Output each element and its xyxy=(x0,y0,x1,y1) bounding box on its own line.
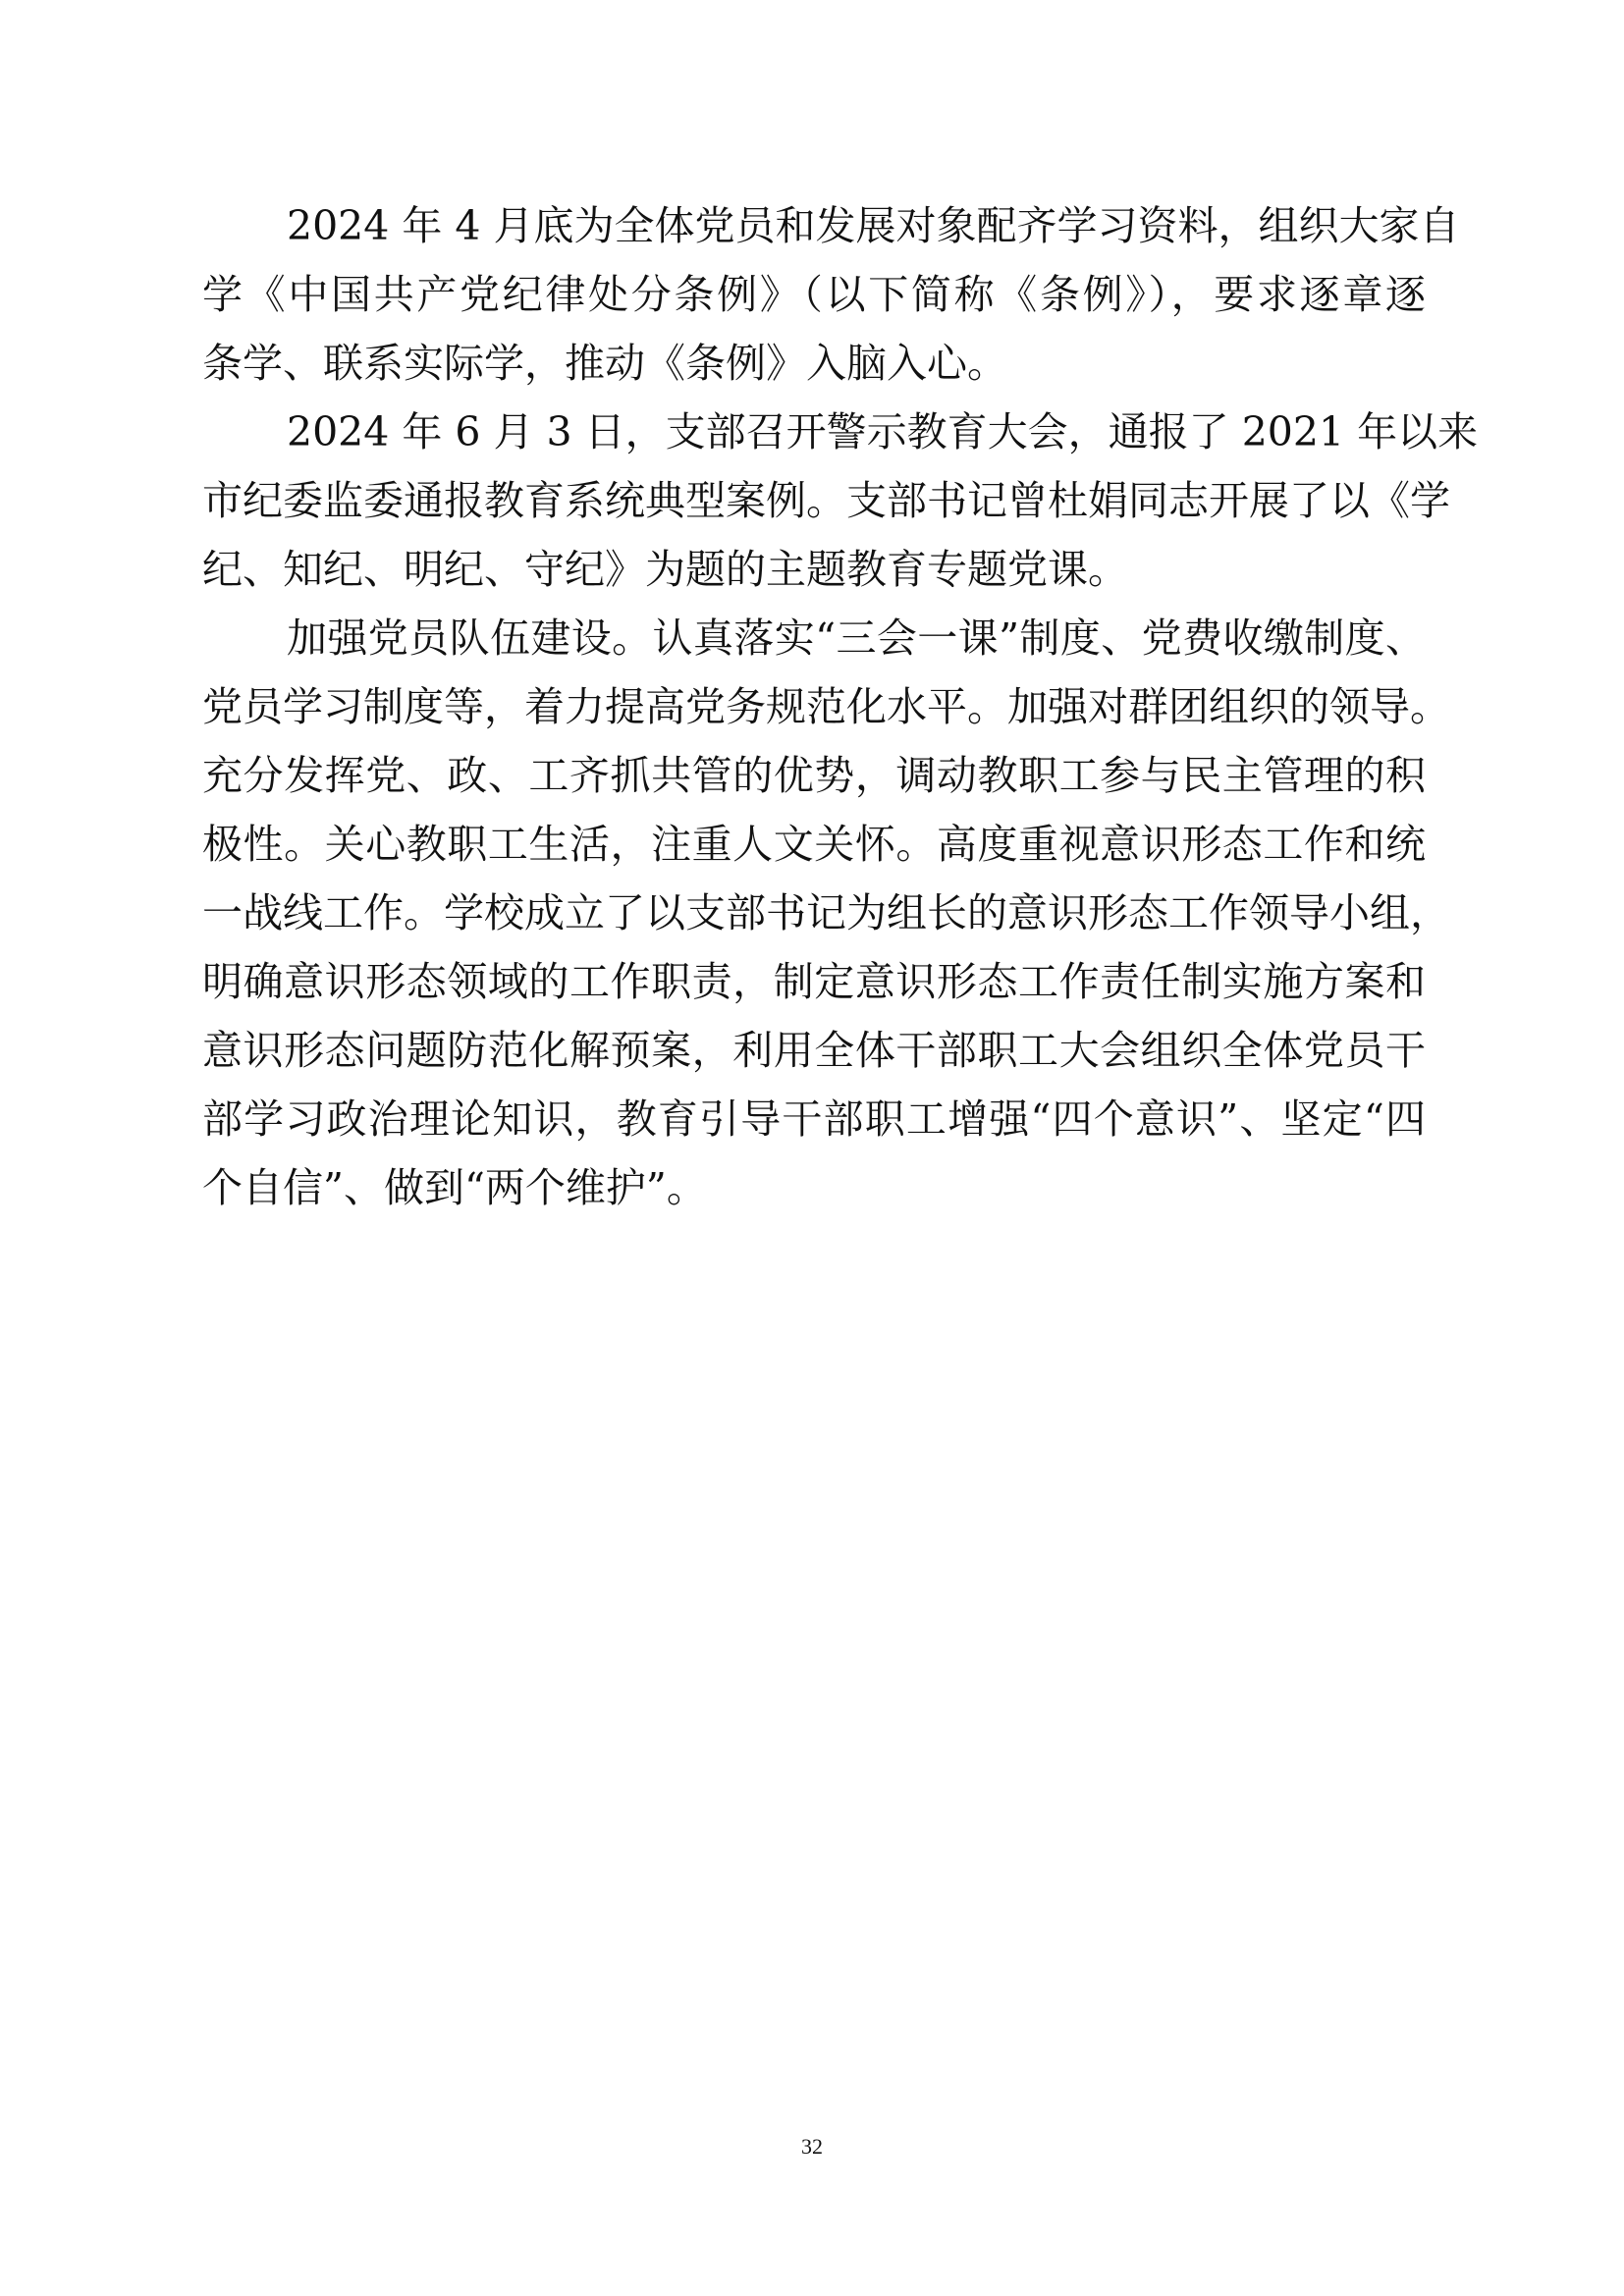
text-line: 2024 年 4 月底为全体党员和发展对象配齐学习资料，组织大家自 xyxy=(287,202,1460,249)
text-line: 意识形态问题防范化解预案，利用全体干部职工大会组织全体党员干 xyxy=(202,1027,1426,1074)
text-line: 学《中国共产党纪律处分条例》（以下简称《条例》），要求逐章逐 xyxy=(202,271,1426,318)
text-line: 加强党员队伍建设。认真落实“三会一课”制度、党费收缴制度、 xyxy=(287,614,1426,662)
paragraph-study-materials xyxy=(202,191,1460,398)
text-line: 充分发挥党、政、工齐抓共管的优势，调动教职工参与民主管理的积 xyxy=(202,752,1426,799)
paragraph-warning-education xyxy=(202,398,1479,604)
page-number: 32 xyxy=(801,2134,823,2159)
text-line: 个自信”、做到“两个维护”。 xyxy=(202,1164,707,1211)
text-line: 2024 年 6 月 3 日，支部召开警示教育大会，通报了 2021 年以来 xyxy=(287,408,1479,455)
text-line: 部学习政治理论知识，教育引导干部职工增强“四个意识”、坚定“四 xyxy=(202,1095,1426,1143)
text-line: 明确意识形态领域的工作职责，制定意识形态工作责任制实施方案和 xyxy=(202,958,1426,1005)
paragraph-party-building xyxy=(202,604,1450,1222)
text-line: 党员学习制度等，着力提高党务规范化水平。加强对群团组织的领导。 xyxy=(202,683,1450,730)
body-text xyxy=(202,191,1479,1222)
text-line: 市纪委监委通报教育系统典型案例。支部书记曾杜娟同志开展了以《学 xyxy=(202,477,1450,524)
text-line: 纪、知纪、明纪、守纪》为题的主题教育专题党课。 xyxy=(202,546,1128,593)
text-line: 条学、联系实际学，推动《条例》入脑入心。 xyxy=(202,340,1007,387)
text-line: 一战线工作。学校成立了以支部书记为组长的意识形态工作领导小组， xyxy=(202,889,1450,936)
text-line: 极性。关心教职工生活，注重人文关怀。高度重视意识形态工作和统 xyxy=(202,821,1426,868)
